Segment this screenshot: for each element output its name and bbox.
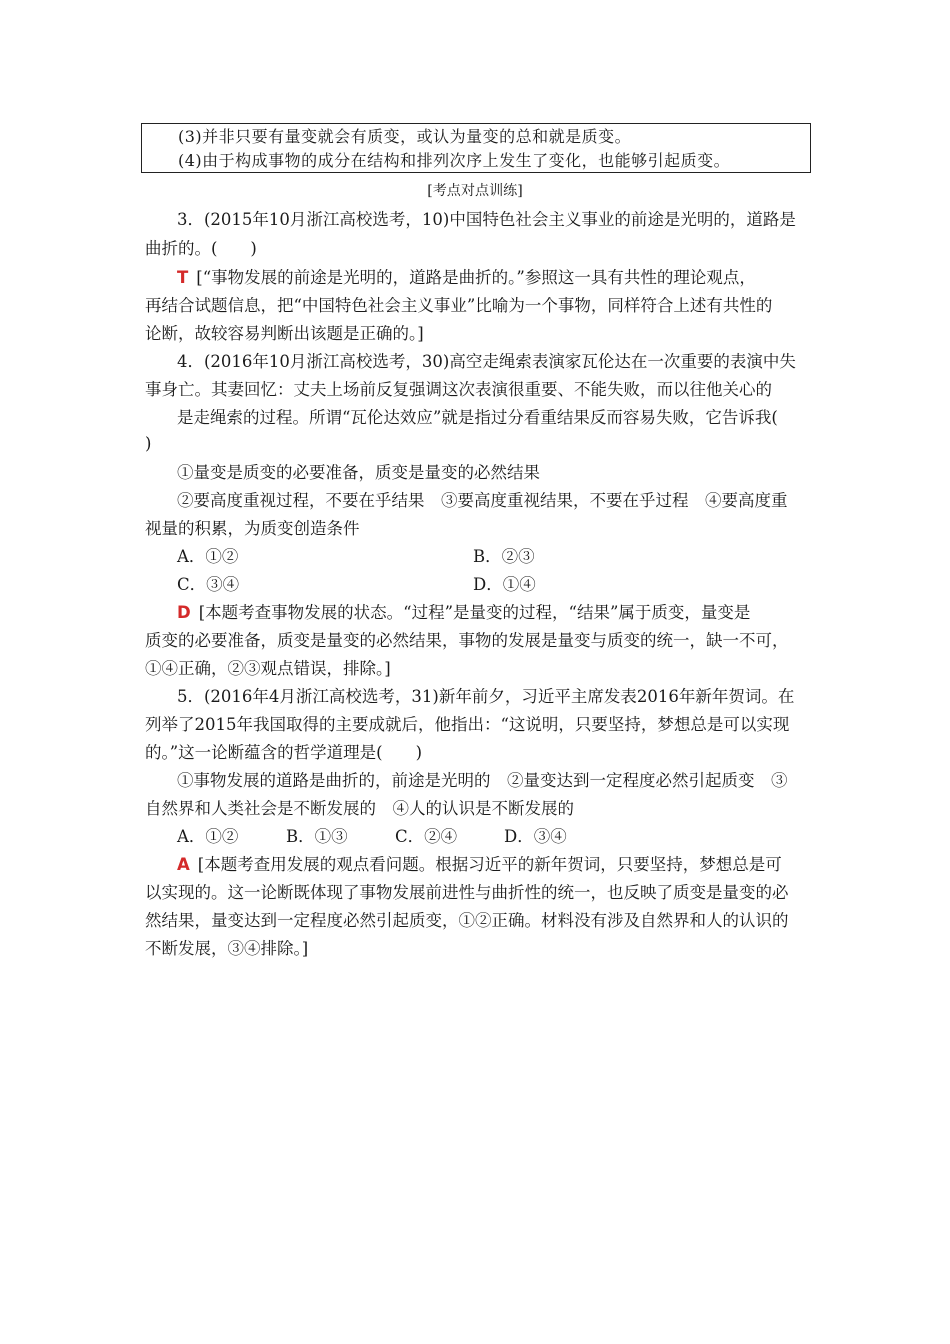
q5-answer: A	[177, 855, 190, 874]
q3-answer: T	[177, 268, 189, 287]
q5-stem-line1: 5．(2016年4月浙江高校选考，31)新年前夕，习近平主席发表2016年新年贺词。在	[177, 687, 795, 706]
q5-explanation-line4: 不断发展，③④排除。]	[145, 939, 309, 958]
q4-option-d: D．①④	[473, 575, 536, 594]
q5-explanation-line3: 然结果，量变达到一定程度必然引起质变，①②正确。材料没有涉及自然界和人的认识的	[145, 911, 789, 930]
q4-stem-line4: )	[145, 434, 152, 453]
q4-item3: 视量的积累，为质变创造条件	[145, 519, 360, 538]
q4-explanation-line3: ①④正确，②③观点错误，排除。]	[145, 659, 391, 678]
q5-stem-line3: 的。”这一论断蕴含的哲学道理是( )	[145, 743, 423, 762]
q5-option-d: D．③④	[504, 827, 567, 846]
q4-option-a: A．①②	[177, 547, 239, 566]
q3-stem-line1: 3．(2015年10月浙江高校选考，10)中国特色社会主义事业的前途是光明的，道路是	[177, 210, 796, 229]
q5-option-b: B．①③	[286, 827, 348, 846]
q3-explanation-line3: 论断，故较容易判断出该题是正确的。]	[145, 324, 424, 343]
box-line-4: (4)由于构成事物的成分在结构和排列次序上发生了变化，也能够引起质变。	[178, 151, 731, 170]
q4-answer: D	[177, 603, 191, 622]
q5-item1: ①事物发展的道路是曲折的，前途是光明的 ②量变达到一定程度必然引起质变 ③	[177, 771, 788, 790]
q3-explanation-line1	[177, 267, 756, 289]
q3-stem-line2: 曲折的。( )	[145, 239, 257, 258]
box-line-3: (3)并非只要有量变就会有质变，或认为量变的总和就是质变。	[178, 127, 632, 146]
q4-explanation-line2: 质变的必要准备，质变是量变的必然结果，事物的发展是量变与质变的统一，缺一不可，	[145, 631, 789, 650]
q4-explanation-line1	[177, 602, 750, 624]
q4-stem-line1: 4．(2016年10月浙江高校选考，30)高空走绳索表演家瓦伦达在一次重要的表演中失	[177, 352, 796, 371]
q4-item2: ②要高度重视过程，不要在乎结果 ③要高度重视结果，不要在乎过程 ④要高度重	[177, 491, 788, 510]
q4-stem-line3: 是走绳索的过程。所谓“瓦伦达效应”就是指过分看重结果反而容易失败，它告诉我(	[177, 408, 778, 427]
q5-explanation-line2: 以实现的。这一论断既体现了事物发展前进性与曲折性的统一，也反映了质变是量变的必	[145, 883, 789, 902]
q5-explanation-text1: [本题考查用发展的观点看问题。根据习近平的新年贺词，只要坚持，梦想总是可	[197, 855, 782, 874]
q5-item2: 自然界和人类社会是不断发展的 ④人的认识是不断发展的	[145, 799, 574, 818]
q3-explanation-text1: [“事物发展的前途是光明的，道路是曲折的。”参照这一具有共性的理论观点，	[196, 268, 756, 287]
q3-explanation-line2: 再结合试题信息，把“中国特色社会主义事业”比喻为一个事物，同样符合上述有共性的	[145, 296, 773, 315]
summary-box	[141, 123, 811, 173]
q5-option-c: C．②④	[395, 827, 458, 846]
q5-explanation-line1	[177, 854, 782, 876]
q5-option-a: A．①②	[177, 827, 239, 846]
q5-stem-line2: 列举了2015年我国取得的主要成就后，他指出：“这说明，只要坚持，梦想总是可以实现	[145, 715, 790, 734]
q4-item1: ①量变是质变的必要准备，质变是量变的必然结果	[177, 463, 540, 482]
section-title: [考点对点训练]	[427, 183, 523, 199]
q4-option-c: C．③④	[177, 575, 240, 594]
q4-explanation-text1: [本题考查事物发展的状态。“过程”是量变的过程，“结果”属于质变，量变是	[198, 603, 751, 622]
q4-option-b: B．②③	[473, 547, 535, 566]
q4-stem-line2: 事身亡。其妻回忆：丈夫上场前反复强调这次表演很重要、不能失败，而以往他关心的	[145, 380, 772, 399]
